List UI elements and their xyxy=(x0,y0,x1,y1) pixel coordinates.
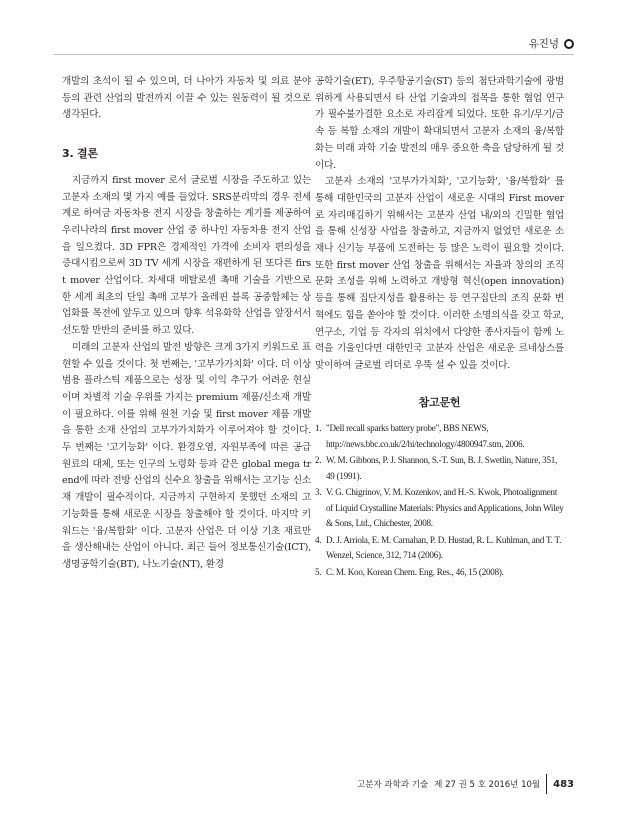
issue-info: 제 27 권 5 호 2016년 10월 xyxy=(434,780,541,790)
reference-text: "Dell recall sparks battery probe", BBS NEWS, http://news.bbc.co.uk/2/hi/technology/4800947.stm, 2006. xyxy=(326,423,525,449)
reference-item xyxy=(315,485,564,532)
author-name: 유진녕 xyxy=(528,38,559,50)
body-paragraph: 지금까지 first mover 로서 글로벌 시장을 주도하고 있는 고분자 소재의 몇 가지 예를 들었다. SRS분리막의 경우 전세계로 하여금 자동차용 전지 시장을 창출하는 계기를 제공하여 우리나라의 first mover 산업 중 하나인 자동차용 전지 산업을 일으켰다. 3D FPR은 경제적인 가격에 소비자 편의성을 증대시킴으로써 3D TV 세계 시장을 재편하게 된 또다른 first mover 산업이다. 차세대 메탈로센 촉매 기술을 기반으로 한 세계 최초의 단일 촉매 고부가 올레핀 블록 공중합체는 상업화를 목전에 앞두고 있으며 향후 석유화학 산업을 앞장서서 선도할 만반의 준비를 하고 있다. xyxy=(62,174,311,337)
reference-text: C. M. Koo, Korean Chem. Eng. Res., 46, 15 (2008). xyxy=(326,566,504,577)
footer-divider xyxy=(546,774,547,794)
reference-number: 3. xyxy=(315,487,322,498)
page-number: 483 xyxy=(553,778,574,790)
header-divider xyxy=(54,54,574,55)
reference-text: D. J. Arriola, E. M. Carnahan, P. D. Hustad, R. L. Kuhlman, and T. T. Wenzel, Science, 312, 714 (2006). xyxy=(326,534,562,561)
journal-title: 고분자 과학과 기술 xyxy=(357,780,429,790)
page-header xyxy=(529,36,574,51)
body-paragraph: 고분자 소재의 '고부가가치화', '고기능화', '융/복합화' 를 통해 대한민국의 고분자 산업이 새로운 시대의 First mover로 자리매김하기 위해서는 고분자 산업 내/외의 긴밀한 협업을 통해 신성장 사업을 창출하고, 지금까지 없었던 새로운 소재나 신기능 부품에 도전하는 등 많은 노력이 필요할 것이다. 또한 first mover 산업 창출을 위해서는 자율과 창의의 조직문화 조성을 위해 노력하고 개방형 혁신(open innovation) 등을 통해 집단지성을 활용하는 등 연구집단의 조직 문화 변혁에도 힘을 쏟아야 할 것이다. 이러한 소명의식을 갖고 학교, 연구소, 기업 등 각자의 위치에서 다양한 종사자들이 함께 노력을 기울인다면 대한민국 고분자 산업은 새로운 르네상스를 맞이하여 글로벌 리더로 우뚝 설 수 있을 것이다. xyxy=(315,176,564,371)
reference-text: V. G. Chigrinov, V. M. Kozenkov, and H.-S. Kwok, Photoalignment of Liquid Crystalline Materials: Physics and Applications, John Wiley & Sons, Ltd., Chichester, 2008. xyxy=(326,487,564,529)
ring-bullet-icon xyxy=(564,39,574,49)
reference-text: W. M. Gibbons, P. J. Shannon, S.-T. Sun, B. J. Swetlin, Nature, 351, 49 (1991). xyxy=(326,455,558,481)
references-heading: 참고문헌 xyxy=(418,395,461,409)
reference-item xyxy=(315,565,564,581)
body-paragraph: 공학기술(ET), 우주항공기술(ST) 등의 첨단과학기술에 광범위하게 사용되면서 타 산업 기술과의 접목을 통한 협업 연구가 필수불가결한 요소로 자리잡게 되었다. 또한 유기/무기/금속 등 복합 소재의 개발이 확대되면서 고분자 소재의 융/복합화는 미래 과학 기술 발전의 매우 중요한 축을 담당하게 될 것이다. xyxy=(315,76,564,171)
section-heading-conclusion: 3. 결론 xyxy=(62,147,98,161)
reference-item xyxy=(315,421,564,452)
right-column xyxy=(315,74,564,581)
body-paragraph: 개발의 초석이 될 수 있으며, 더 나아가 자동차 및 의료 분야 등의 관련 산업의 발전까지 이끌 수 있는 원동력이 될 것으로 생각된다. xyxy=(62,76,311,121)
left-column xyxy=(62,74,311,574)
body-paragraph: 미래의 고분자 산업의 발전 방향은 크게 3가지 키워드로 표현할 수 있을 것이다. 첫 번째는, '고부가가치화' 이다. 더 이상 범용 플라스틱 제품으로는 성장 및 이익 추구가 어려운 현실이며 차별적 기술 우위를 가지는 premium 제품/신소재 개발이 필요하다. 이를 위해 원천 기술 및 first mover 제품 개발을 통한 소재 산업의 고부가가치화가 이루어져야 할 것이다. 두 번째는 '고기능화' 이다. 환경오염, 자원부족에 따른 공급 원료의 대체, 또는 인구의 노령화 등과 같은 global mega trend에 따라 전방 산업의 신수요 창출을 위해서는 고기능 신소재 개발이 필수적이다. 지금까지 구현하지 못했던 소재의 고기능화를 통해 새로운 시장을 창출해야 할 것이다. 마지막 키워드는 '융/복합화' 이다. 고분자 산업은 더 이상 기초 재료만을 생산해내는 산업이 아니다. 최근 들어 정보통신기술(ICT), 생명공학기술(BT), 나노기술(NT), 환경 xyxy=(62,341,311,570)
reference-number: 1. xyxy=(315,423,322,434)
page-footer xyxy=(357,774,574,794)
reference-item xyxy=(315,453,564,484)
reference-number: 2. xyxy=(315,455,322,466)
references-list xyxy=(315,421,564,580)
reference-item xyxy=(315,533,564,564)
reference-number: 4. xyxy=(315,534,322,545)
reference-number: 5. xyxy=(315,566,322,577)
